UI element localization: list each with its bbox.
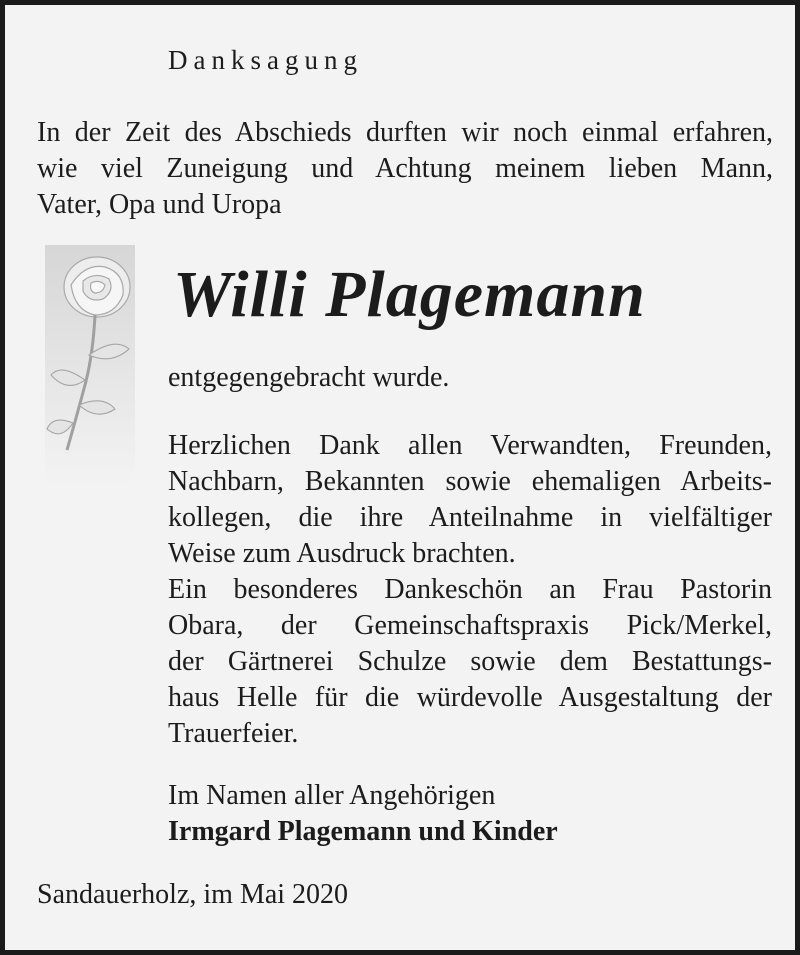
thanks-line: Nachbarn, Bekannten sowie ehemaligen Arbeits- (168, 466, 772, 497)
intro-line: Vater, Opa und Uropa (37, 189, 282, 220)
rose-icon (45, 245, 135, 485)
heading: Danksagung (168, 45, 363, 75)
thanks-line: Weise zum Ausdruck brachten. (168, 538, 516, 569)
intro-line: wie viel Zuneigung und Achtung meinem lieben Mann, (37, 153, 773, 184)
intro-text (37, 115, 773, 223)
thanks-line: haus Helle für die würdevolle Ausgestaltung der (168, 682, 772, 713)
thanks-line: Ein besonderes Dankeschön an Frau Pastorin (168, 574, 772, 605)
thanks-line: Herzlichen Dank allen Verwandten, Freunden, (168, 430, 772, 461)
thanks-line: kollegen, die ihre Anteilnahme in vielfältiger (168, 502, 772, 533)
thanks-text (168, 428, 772, 752)
thanks-line: der Gärtnerei Schulze sowie dem Bestattungs- (168, 646, 772, 677)
signoff (168, 778, 558, 850)
place-date: Sandauerholz, im Mai 2020 (37, 879, 349, 910)
signoff-line: Im Namen aller Angehörigen (168, 780, 496, 811)
thanks-line: Obara, der Gemeinschaftspraxis Pick/Merkel, (168, 610, 772, 641)
signer-name: Irmgard Plagemann und Kinder (168, 816, 558, 847)
deceased-name: Willi Plagemann (173, 258, 646, 331)
thanks-line: Trauerfeier. (168, 718, 299, 749)
intro-line: In der Zeit des Abschieds durften wir noch einmal erfahren, (37, 117, 773, 148)
received-text: entgegengebracht wurde. (168, 362, 450, 393)
